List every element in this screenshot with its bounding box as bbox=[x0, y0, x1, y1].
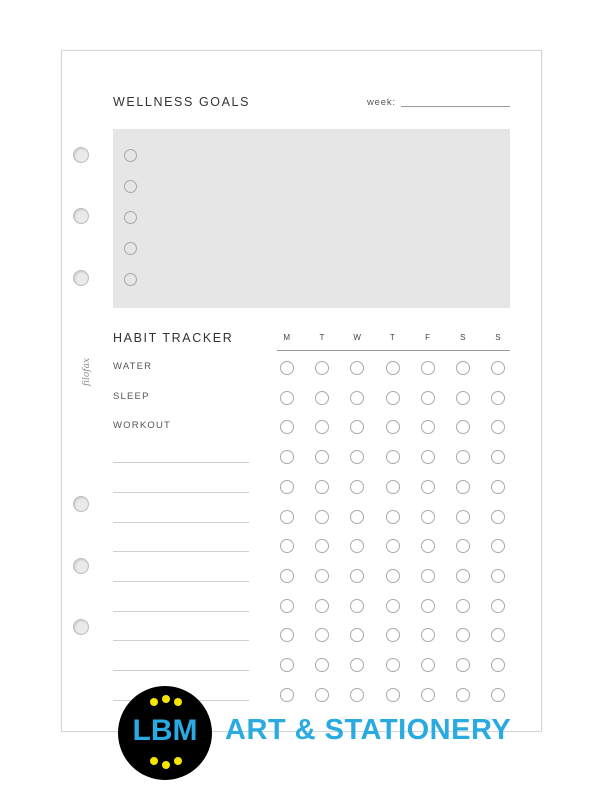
logo-dot bbox=[162, 695, 170, 703]
habit-checkbox[interactable] bbox=[491, 510, 505, 524]
logo-dot bbox=[150, 698, 158, 706]
habit-checkbox[interactable] bbox=[315, 480, 329, 494]
habit-checkbox[interactable] bbox=[421, 361, 435, 375]
goal-checkbox[interactable] bbox=[124, 149, 137, 162]
logo-dot bbox=[174, 698, 182, 706]
habit-blank-line[interactable] bbox=[113, 551, 249, 552]
habit-checkbox[interactable] bbox=[315, 361, 329, 375]
habit-checkbox[interactable] bbox=[386, 480, 400, 494]
habit-checkbox[interactable] bbox=[386, 658, 400, 672]
habit-checkbox[interactable] bbox=[280, 569, 294, 583]
habit-checkbox[interactable] bbox=[456, 391, 470, 405]
habit-checkbox[interactable] bbox=[421, 450, 435, 464]
habit-checkbox[interactable] bbox=[386, 510, 400, 524]
day-header: S bbox=[460, 333, 466, 342]
habit-checkbox[interactable] bbox=[386, 688, 400, 702]
habit-checkbox[interactable] bbox=[456, 688, 470, 702]
habit-checkbox[interactable] bbox=[386, 361, 400, 375]
habit-checkbox[interactable] bbox=[280, 510, 294, 524]
habit-checkbox[interactable] bbox=[421, 539, 435, 553]
habit-checkbox[interactable] bbox=[315, 450, 329, 464]
week-input-line[interactable] bbox=[401, 106, 510, 107]
goals-box[interactable] bbox=[113, 129, 510, 308]
habit-checkbox[interactable] bbox=[280, 688, 294, 702]
habit-checkbox[interactable] bbox=[315, 688, 329, 702]
day-header: F bbox=[425, 333, 431, 342]
habit-blank-line[interactable] bbox=[113, 581, 249, 582]
habit-checkbox[interactable] bbox=[315, 569, 329, 583]
habit-checkbox[interactable] bbox=[421, 420, 435, 434]
habit-blank-line[interactable] bbox=[113, 611, 249, 612]
habit-checkbox[interactable] bbox=[456, 569, 470, 583]
habit-blank-line[interactable] bbox=[113, 640, 249, 641]
habit-checkbox[interactable] bbox=[421, 658, 435, 672]
brand-mark: filofax bbox=[82, 357, 92, 386]
habit-checkbox[interactable] bbox=[315, 391, 329, 405]
punch-hole bbox=[73, 496, 89, 512]
habit-tracker-title: HABIT TRACKER bbox=[113, 331, 234, 345]
habit-checkbox[interactable] bbox=[491, 569, 505, 583]
habit-checkbox[interactable] bbox=[315, 628, 329, 642]
habit-checkbox[interactable] bbox=[315, 539, 329, 553]
habit-checkbox[interactable] bbox=[280, 628, 294, 642]
day-header-rule bbox=[277, 350, 510, 351]
habit-label: SLEEP bbox=[113, 390, 150, 402]
punch-hole bbox=[73, 147, 89, 163]
punch-hole bbox=[73, 208, 89, 224]
habit-checkbox[interactable] bbox=[491, 539, 505, 553]
habit-checkbox[interactable] bbox=[350, 599, 364, 613]
day-header: T bbox=[319, 333, 325, 342]
habit-checkbox[interactable] bbox=[280, 658, 294, 672]
habit-checkbox[interactable] bbox=[350, 569, 364, 583]
habit-checkbox[interactable] bbox=[491, 658, 505, 672]
habit-blank-line[interactable] bbox=[113, 492, 249, 493]
habit-checkbox[interactable] bbox=[491, 480, 505, 494]
habit-blank-line[interactable] bbox=[113, 670, 249, 671]
planner-page bbox=[61, 50, 542, 732]
habit-checkbox[interactable] bbox=[456, 420, 470, 434]
habit-checkbox[interactable] bbox=[280, 450, 294, 464]
lbm-logo bbox=[118, 686, 212, 780]
habit-checkbox[interactable] bbox=[280, 361, 294, 375]
habit-checkbox[interactable] bbox=[491, 450, 505, 464]
habit-checkbox[interactable] bbox=[350, 420, 364, 434]
habit-checkbox[interactable] bbox=[350, 688, 364, 702]
habit-checkbox[interactable] bbox=[315, 420, 329, 434]
habit-checkbox[interactable] bbox=[315, 510, 329, 524]
habit-checkbox[interactable] bbox=[386, 391, 400, 405]
goal-checkbox[interactable] bbox=[124, 273, 137, 286]
logo-dot bbox=[150, 757, 158, 765]
habit-blank-line[interactable] bbox=[113, 462, 249, 463]
habit-checkbox[interactable] bbox=[421, 391, 435, 405]
habit-checkbox[interactable] bbox=[350, 510, 364, 524]
habit-checkbox[interactable] bbox=[421, 628, 435, 642]
goals-title: WELLNESS GOALS bbox=[113, 95, 251, 109]
habit-checkbox[interactable] bbox=[315, 658, 329, 672]
habit-checkbox[interactable] bbox=[350, 658, 364, 672]
habit-checkbox[interactable] bbox=[456, 539, 470, 553]
habit-label: WORKOUT bbox=[113, 420, 172, 432]
habit-checkbox[interactable] bbox=[421, 599, 435, 613]
habit-checkbox[interactable] bbox=[280, 599, 294, 613]
habit-checkbox[interactable] bbox=[491, 628, 505, 642]
habit-checkbox[interactable] bbox=[491, 599, 505, 613]
habit-checkbox[interactable] bbox=[280, 539, 294, 553]
habit-checkbox[interactable] bbox=[350, 628, 364, 642]
habit-checkbox[interactable] bbox=[280, 420, 294, 434]
habit-checkbox[interactable] bbox=[350, 450, 364, 464]
punch-hole bbox=[73, 619, 89, 635]
logo-tagline: ART & STATIONERY bbox=[225, 714, 512, 746]
habit-checkbox[interactable] bbox=[280, 480, 294, 494]
habit-checkbox[interactable] bbox=[386, 420, 400, 434]
habit-checkbox[interactable] bbox=[421, 569, 435, 583]
habit-checkbox[interactable] bbox=[386, 450, 400, 464]
habit-checkbox[interactable] bbox=[421, 688, 435, 702]
day-header: W bbox=[353, 333, 362, 342]
day-header: M bbox=[283, 333, 291, 342]
habit-checkbox[interactable] bbox=[491, 420, 505, 434]
punch-hole bbox=[73, 270, 89, 286]
day-header: S bbox=[495, 333, 502, 342]
goal-checkbox[interactable] bbox=[124, 180, 137, 193]
week-label: week: bbox=[367, 97, 396, 108]
logo-mark: LBM bbox=[132, 714, 198, 747]
habit-checkbox[interactable] bbox=[491, 688, 505, 702]
habit-checkbox[interactable] bbox=[456, 628, 470, 642]
habit-checkbox[interactable] bbox=[350, 480, 364, 494]
habit-checkbox[interactable] bbox=[386, 569, 400, 583]
habit-checkbox[interactable] bbox=[421, 480, 435, 494]
habit-checkbox[interactable] bbox=[386, 628, 400, 642]
habit-checkbox[interactable] bbox=[386, 599, 400, 613]
habit-checkbox[interactable] bbox=[421, 510, 435, 524]
habit-checkbox[interactable] bbox=[280, 391, 294, 405]
habit-checkbox[interactable] bbox=[386, 539, 400, 553]
day-header: T bbox=[389, 333, 396, 342]
habit-checkbox[interactable] bbox=[491, 391, 505, 405]
goal-checkbox[interactable] bbox=[124, 242, 137, 255]
habit-blank-line[interactable] bbox=[113, 522, 249, 523]
habit-checkbox[interactable] bbox=[315, 599, 329, 613]
habit-checkbox[interactable] bbox=[456, 599, 470, 613]
habit-checkbox[interactable] bbox=[456, 658, 470, 672]
logo-dot bbox=[174, 757, 182, 765]
habit-checkbox[interactable] bbox=[456, 480, 470, 494]
logo-dot bbox=[162, 761, 170, 769]
habit-checkbox[interactable] bbox=[350, 391, 364, 405]
punch-hole bbox=[73, 558, 89, 574]
habit-checkbox[interactable] bbox=[350, 539, 364, 553]
habit-checkbox[interactable] bbox=[491, 361, 505, 375]
habit-checkbox[interactable] bbox=[456, 510, 470, 524]
goal-checkbox[interactable] bbox=[124, 211, 137, 224]
habit-label: WATER bbox=[113, 361, 153, 372]
habit-checkbox[interactable] bbox=[350, 361, 364, 375]
habit-checkbox[interactable] bbox=[456, 450, 470, 464]
habit-checkbox[interactable] bbox=[456, 361, 470, 375]
